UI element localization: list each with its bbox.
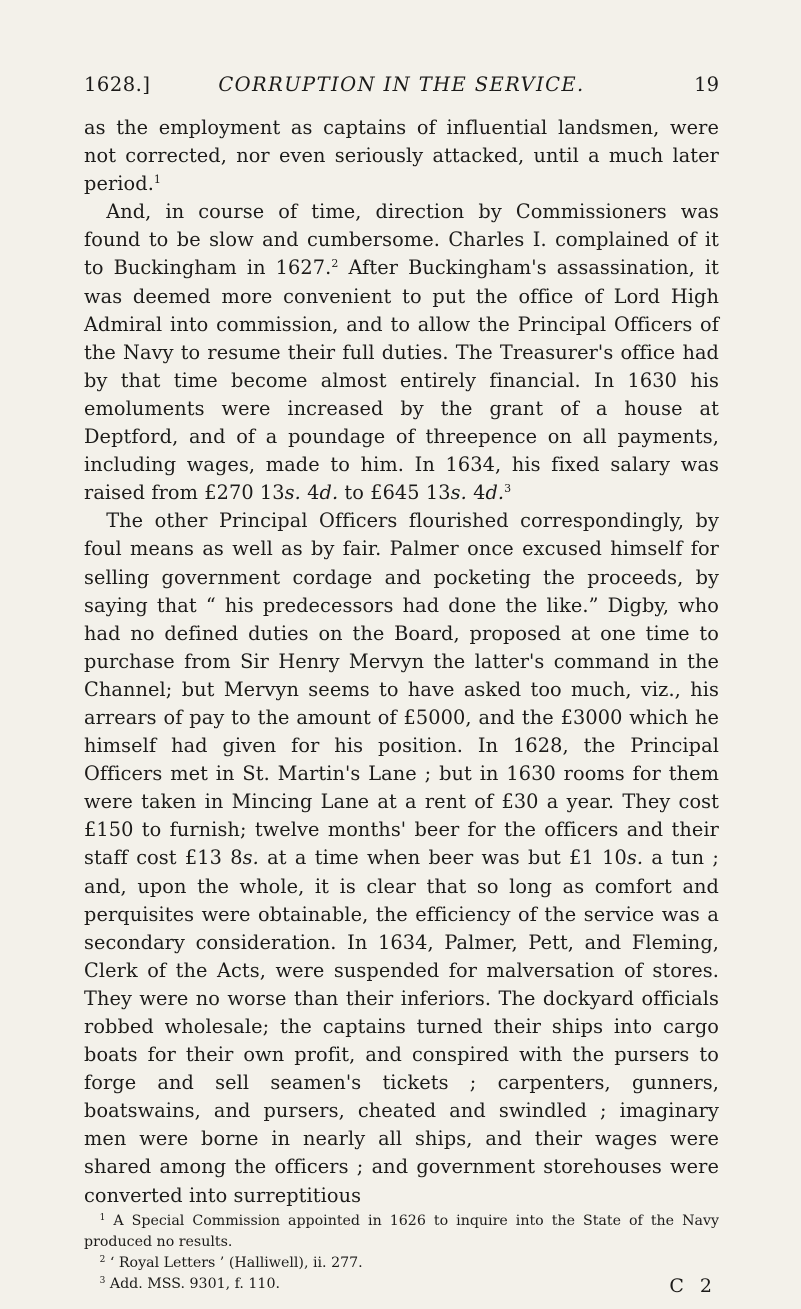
footnote-mark: 2 [99, 1255, 106, 1265]
running-header [84, 73, 719, 101]
footnote-ref-1: 1 [153, 173, 162, 187]
page-number: 19 [694, 73, 719, 96]
footnote-ref-3: 3 [504, 482, 512, 496]
signature-mark: C 2 [669, 1275, 717, 1297]
footnote-ref-2: 2 [331, 257, 339, 271]
header-year: 1628.] [84, 73, 151, 96]
paragraph-2-text-a: And, in course of time, direction by Commissioners was found to be slow and cumbersome. Charles I. complained of it to Buckingham in 1627. [84, 200, 719, 280]
footnotes [84, 1211, 719, 1295]
paragraph-3-text-a: The other Principal Officers flourished correspondingly, by foul means as well as by fair. Palmer once excused himself for selling government cordage and pocketing the proceeds, by saying that “ his predecessors had done the like.” Digby, who had no defined duties on the Board, proposed at one time to purchase from Sir Henry Mervyn the latter's command in the Channel; but Mervyn seems to have asked too much, viz., his arrears of pay to the amount of £5000, and the £3000 which he himself had given for his position. In 1628, the Principal Officers met in St. Martin's Lane ; but in 1630 rooms for them were taken in Mincing Lane at a rent of £30 a year. They cost £150 to furnish; twelve months' beer for the officers and their staff cost £13 8 [84, 509, 719, 870]
shilling-abbrev: s. [242, 846, 259, 870]
footnote-3 [84, 1274, 719, 1295]
footnote-2 [84, 1253, 719, 1274]
footnote-text: A Special Commission appointed in 1626 to inquire into the State of the Navy produced no results. [84, 1213, 719, 1250]
pence-abbrev: d. [319, 481, 339, 505]
paragraph-3 [84, 507, 719, 1209]
paragraph-2-text-e: to £645 13 [338, 481, 451, 505]
paragraph-2-text-b: After Buckingham's assassination, it was deemed more convenient to put the office of Lord High Admiral into commission, and to allow the Principal Officers of the Navy to resume their full duties. The Treasurer's office had by that time become almost entirely financial. In 1630 his emoluments were increased by the grant of a house at Deptford, and of a poundage of threepence on all payments, including wages, made to him. In 1634, his fixed salary was raised from £270 13 [84, 256, 720, 505]
footnote-text: Add. MSS. 9301, f. 110. [105, 1276, 280, 1292]
footnote-mark: 3 [99, 1276, 106, 1286]
paragraph-2-text-f: 4 [466, 481, 486, 505]
paragraph-3-text-b: at a time when beer was but £1 10 [258, 846, 627, 870]
running-title: CORRUPTION IN THE SERVICE. [218, 73, 585, 96]
body-text [84, 114, 719, 1210]
footnote-mark: 1 [99, 1213, 106, 1223]
shilling-abbrev: s. [450, 481, 467, 505]
pence-abbrev: d. [485, 481, 505, 505]
shilling-abbrev: s. [284, 481, 301, 505]
footnote-text: ‘ Royal Letters ’ (Halliwell), ii. 277. [105, 1255, 363, 1271]
paragraph-2-text-c: 4 [300, 481, 320, 505]
paragraph-3-text-c: a tun ; and, upon the whole, it is clear that so long as comfort and perquisites were obtainable, the efficiency of the service was a secondary consideration. In 1634, Palmer, Pett, and Fleming, Clerk of the Acts, were suspended for malversation of stores. They were no worse than their inferiors. The dockyard officials robbed wholesale; the captains turned their ships into cargo boats for their own profit, and conspired with the pursers to forge and sell seamen's tickets ; carpenters, gunners, boatswains, and pursers, cheated and swindled ; imaginary men were borne in nearly all ships, and their wages were shared among the officers ; and government storehouses were converted into surreptitious [84, 846, 719, 1207]
paragraph-1-text: as the employment as captains of influential landsmen, were not corrected, nor even seriously attacked, until a much later period. [84, 116, 719, 196]
paragraph-1 [84, 114, 719, 198]
paragraph-2 [84, 198, 719, 507]
shilling-abbrev: s. [626, 846, 644, 870]
footnote-1 [84, 1211, 719, 1253]
